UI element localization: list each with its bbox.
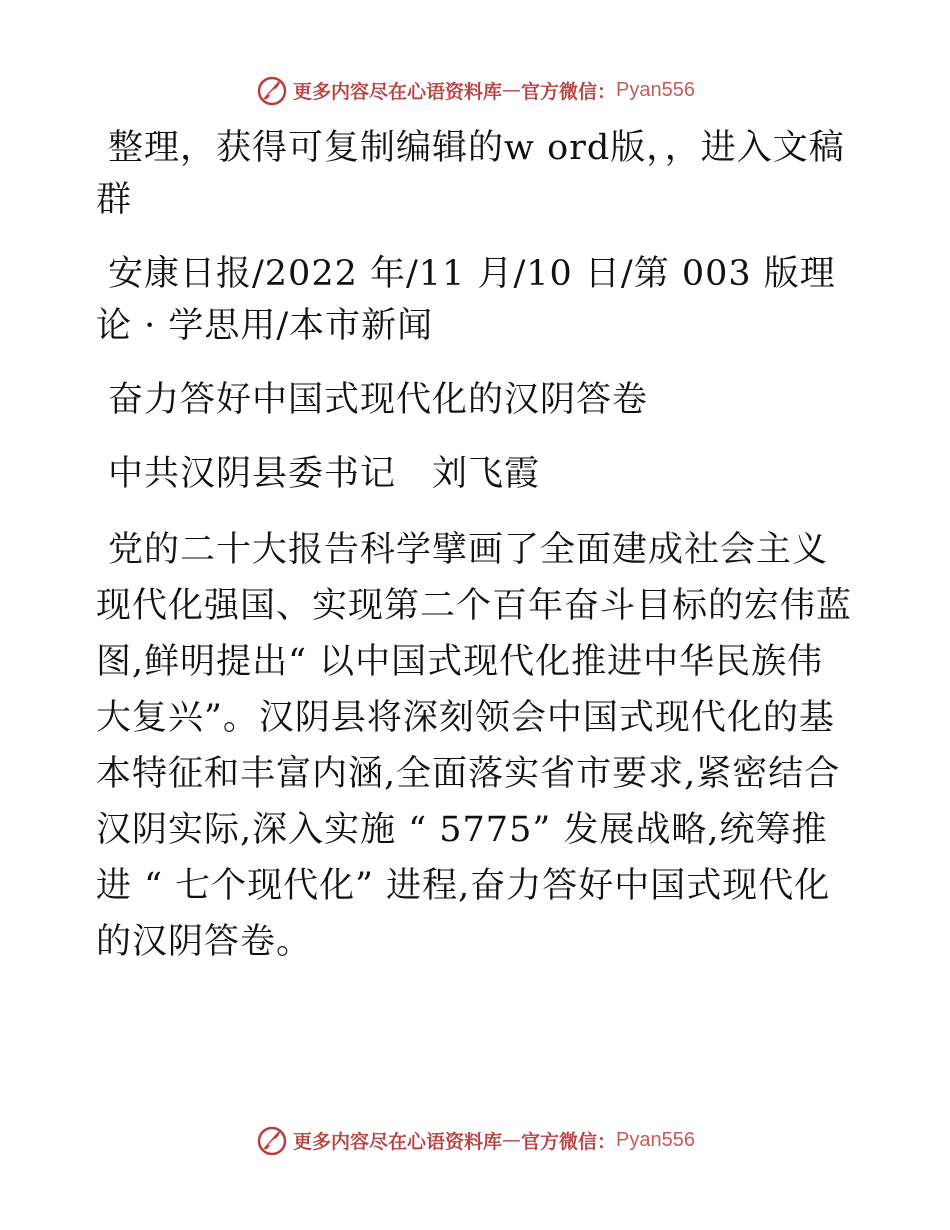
footer-watermark (0, 1120, 950, 1160)
watermark-dash: — (502, 1129, 522, 1151)
quill-logo-icon (255, 1123, 289, 1157)
intro-note: 整理，获得可复制编辑的w ord版，，进入文稿群 (96, 128, 845, 220)
document-content (96, 122, 856, 992)
article-title: 奋力答好中国式现代化的汉阴答卷 (108, 380, 649, 420)
source-line: 安康日报/2022 年/11 月/10 日/第 003 版理论 · 学思用/本市新闻 (96, 254, 836, 346)
article-author: 中共汉阴县委书记 刘飞霞 (108, 454, 541, 494)
watermark-text: 更多内容尽在心语资料库 (293, 1130, 503, 1153)
watermark-dash: — (502, 79, 522, 101)
watermark-id: Pyan556 (616, 1128, 695, 1151)
header-watermark (0, 70, 950, 110)
watermark-id: Pyan556 (616, 78, 695, 101)
watermark-label: 官方微信： (521, 1130, 617, 1153)
quill-logo-icon (255, 73, 289, 107)
article-body: 党的二十大报告科学擘画了全面建成社会主义现代化强国、实现第二个百年奋斗目标的宏伟蓝图,鲜明提出“ 以中国式现代化推进中华民族伟大复兴”。汉阴县将深刻领会中国式现代化的基本特征和丰富内涵,全面落实省市要求,紧密结合汉阴实际,深入实施 “ 5775” 发展战略,统筹推进 “ 七个现代化” 进程,奋力答好中国式现代化的汉阴答卷。 (96, 530, 853, 962)
watermark-label: 官方微信： (521, 80, 617, 103)
watermark-text: 更多内容尽在心语资料库 (293, 80, 503, 103)
